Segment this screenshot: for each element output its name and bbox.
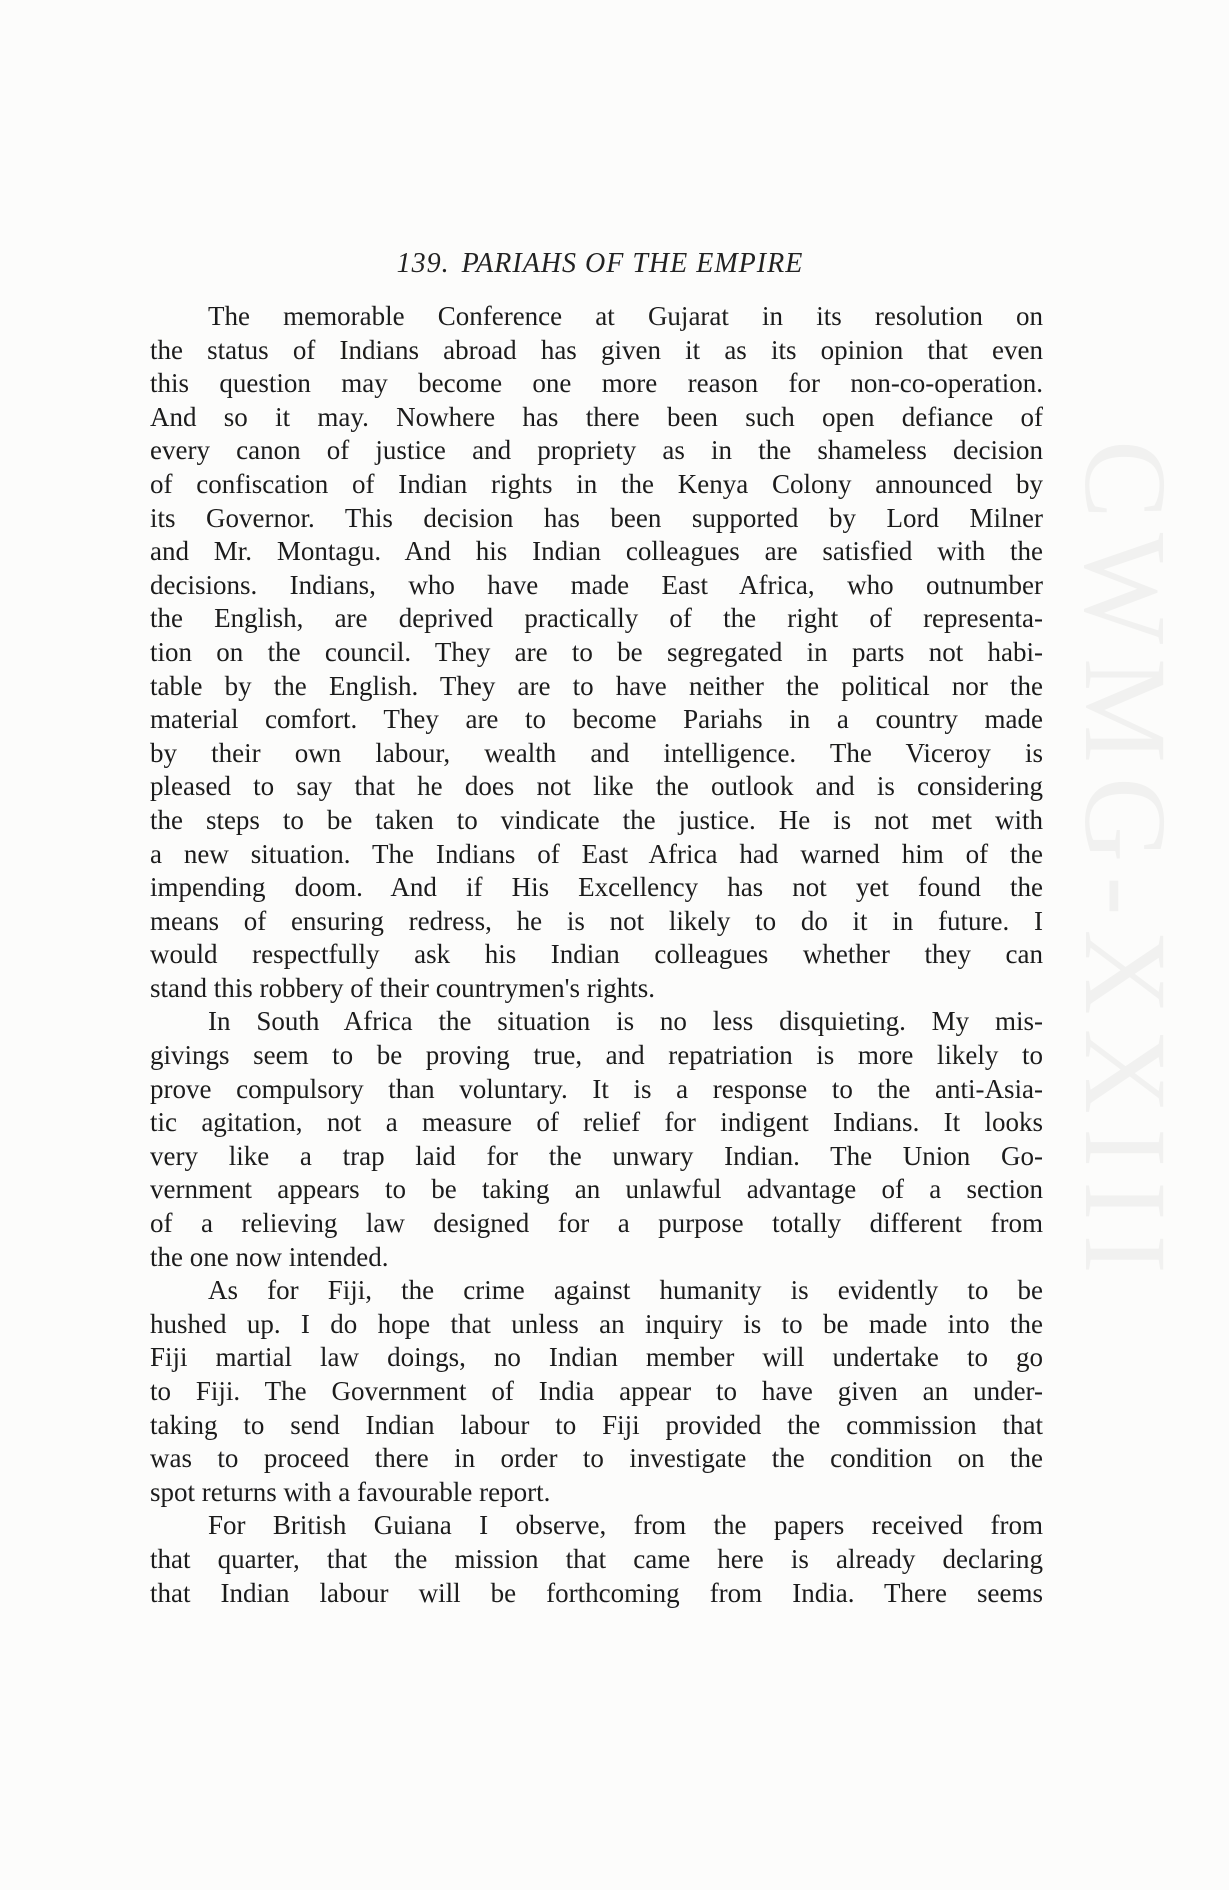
text-line: spot returns with a favourable report. bbox=[150, 1476, 551, 1507]
paragraph-4 bbox=[150, 1509, 1043, 1610]
text-line: impending doom. And if His Excellency has not yet found the bbox=[150, 872, 1043, 903]
text-line: was to proceed there in order to investigate the condition on the bbox=[150, 1443, 1043, 1474]
text-line: its Governor. This decision has been supported by Lord Milner bbox=[150, 502, 1043, 533]
text-line: The memorable Conference at Gujarat in its resolution on bbox=[208, 301, 1043, 331]
text-line: stand this robbery of their countrymen's rights. bbox=[150, 972, 656, 1003]
text-line: And so it may. Nowhere has there been such open defiance of bbox=[150, 401, 1043, 432]
text-line: In South Africa the situation is no less disquieting. My mis- bbox=[208, 1006, 1043, 1037]
text-line: that Indian labour will be forthcoming from India. There seems bbox=[150, 1577, 1043, 1608]
paragraph-1 bbox=[150, 300, 1043, 1005]
article-number: 139. bbox=[396, 248, 450, 279]
text-line: the one now intended. bbox=[150, 1241, 389, 1272]
text-line: means of ensuring redress, he is not likely to do it in future. I bbox=[150, 905, 1043, 936]
text-line: would respectfully ask his Indian colleagues whether they can bbox=[150, 939, 1043, 970]
text-line: to Fiji. The Government of India appear to have given an under- bbox=[150, 1376, 1043, 1406]
text-line: this question may become one more reason for non-co-operation. bbox=[150, 368, 1043, 399]
watermark bbox=[1035, 440, 1195, 1480]
text-line: Fiji martial law doings, no Indian member will undertake to go bbox=[150, 1342, 1043, 1373]
text-line: the status of Indians abroad has given it as its opinion that even bbox=[150, 334, 1043, 365]
text-line: very like a trap laid for the unwary Indian. The Union Go- bbox=[150, 1140, 1043, 1171]
text-line: every canon of justice and propriety as in the shameless decision bbox=[150, 435, 1043, 466]
text-line: For British Guiana I observe, from the papers received from bbox=[208, 1510, 1043, 1541]
text-line: decisions. Indians, who have made East Africa, who outnumber bbox=[150, 569, 1043, 600]
text-line: tion on the council. They are to be segregated in parts not habi- bbox=[150, 636, 1043, 667]
text-line: tic agitation, not a measure of relief for indigent Indians. It looks bbox=[150, 1107, 1043, 1138]
text-line: table by the English. They are to have neither the political nor the bbox=[150, 670, 1043, 701]
text-line: taking to send Indian labour to Fiji provided the commission that bbox=[150, 1409, 1043, 1440]
text-line: the steps to be taken to vindicate the justice. He is not met with bbox=[150, 804, 1043, 835]
text-line: of confiscation of Indian rights in the Kenya Colony announced by bbox=[150, 468, 1043, 499]
watermark-text bbox=[1065, 440, 1185, 1480]
paragraph-2 bbox=[150, 1005, 1043, 1274]
text-line: As for Fiji, the crime against humanity is evidently to be bbox=[208, 1275, 1043, 1306]
article-heading bbox=[150, 248, 1050, 280]
text-line: a new situation. The Indians of East Africa had warned him of the bbox=[150, 838, 1043, 869]
text-line: pleased to say that he does not like the outlook and is considering bbox=[150, 771, 1043, 802]
text-line: that quarter, that the mission that came here is already declaring bbox=[150, 1543, 1043, 1574]
paragraph-3 bbox=[150, 1274, 1043, 1509]
text-line: givings seem to be proving true, and repatriation is more likely to bbox=[150, 1040, 1043, 1071]
text-line: the English, are deprived practically of the right of representa- bbox=[150, 603, 1043, 634]
text-line: material comfort. They are to become Pariahs in a country made bbox=[150, 704, 1043, 735]
article-title: PARIAHS OF THE EMPIRE bbox=[461, 248, 804, 279]
text-line: by their own labour, wealth and intelligence. The Viceroy is bbox=[150, 737, 1043, 768]
text-line: prove compulsory than voluntary. It is a response to the anti-Asia- bbox=[150, 1073, 1043, 1104]
text-line: of a relieving law designed for a purpose totally different from bbox=[150, 1208, 1043, 1239]
text-line: hushed up. I do hope that unless an inquiry is to be made into the bbox=[150, 1308, 1043, 1339]
text-line: vernment appears to be taking an unlawful advantage of a section bbox=[150, 1174, 1043, 1205]
text-line: and Mr. Montagu. And his Indian colleagues are satisfied with the bbox=[150, 536, 1043, 567]
article-body bbox=[150, 300, 1043, 1610]
